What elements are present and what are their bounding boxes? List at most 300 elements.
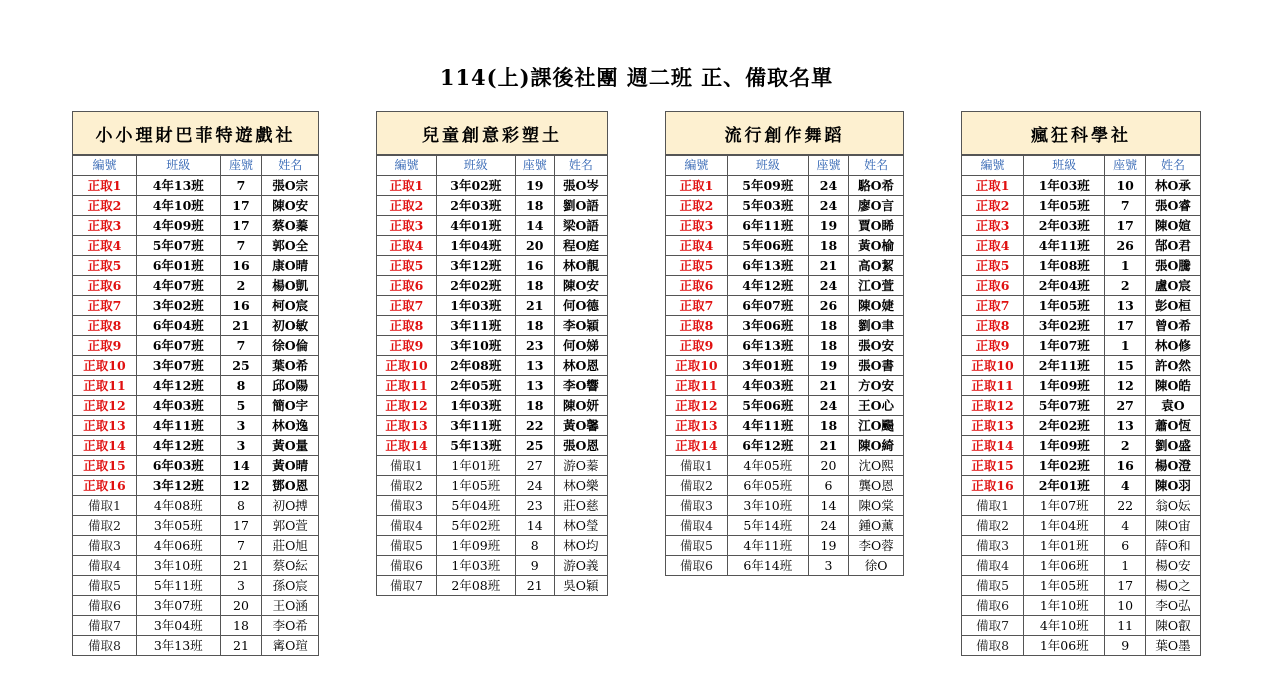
- student-class: 5年09班: [727, 176, 808, 196]
- student-code: 備取3: [666, 496, 728, 516]
- table-row: [962, 556, 1201, 576]
- student-seat: 16: [220, 296, 262, 316]
- student-seat: 12: [1105, 376, 1146, 396]
- student-name: 柯O宸: [262, 296, 319, 316]
- table-row: [377, 576, 608, 596]
- student-name: 王O涵: [262, 596, 319, 616]
- table-row: [962, 456, 1201, 476]
- student-name: 初O搏: [262, 496, 319, 516]
- student-class: 1年10班: [1024, 596, 1105, 616]
- student-seat: 17: [1105, 216, 1146, 236]
- student-seat: 24: [515, 476, 554, 496]
- student-code: 正取12: [377, 396, 437, 416]
- table-row: [666, 316, 904, 336]
- student-class: 2年08班: [437, 576, 516, 596]
- student-code: 備取6: [962, 596, 1024, 616]
- student-class: 3年02班: [136, 296, 220, 316]
- student-name: 劉O盛: [1146, 436, 1201, 456]
- table-row: [962, 376, 1201, 396]
- student-class: 5年04班: [437, 496, 516, 516]
- student-class: 4年11班: [727, 536, 808, 556]
- student-class: 6年13班: [727, 336, 808, 356]
- student-code: 正取13: [962, 416, 1024, 436]
- student-name: 簡O宇: [262, 396, 319, 416]
- student-name: 賈O睎: [849, 216, 904, 236]
- student-code: 備取1: [962, 496, 1024, 516]
- student-name: 駱O希: [849, 176, 904, 196]
- student-code: 正取2: [73, 196, 137, 216]
- student-code: 備取7: [73, 616, 137, 636]
- student-seat: 23: [515, 336, 554, 356]
- student-name: 鄧O恩: [262, 476, 319, 496]
- student-seat: 26: [808, 296, 848, 316]
- student-class: 3年07班: [136, 356, 220, 376]
- student-class: 4年10班: [1024, 616, 1105, 636]
- student-name: 康O晴: [262, 256, 319, 276]
- student-name: 陳O棠: [849, 496, 904, 516]
- student-class: 3年01班: [727, 356, 808, 376]
- student-class: 4年08班: [136, 496, 220, 516]
- header-seat: 座號: [220, 156, 262, 176]
- student-name: 曾O希: [1146, 316, 1201, 336]
- student-name: 陳O叡: [1146, 616, 1201, 636]
- student-seat: 14: [808, 496, 848, 516]
- table-row: [666, 296, 904, 316]
- table-row: [666, 196, 904, 216]
- table-row: [962, 516, 1201, 536]
- student-name: 郜O君: [1146, 236, 1201, 256]
- student-code: 正取12: [962, 396, 1024, 416]
- student-class: 6年04班: [136, 316, 220, 336]
- student-seat: 10: [1105, 596, 1146, 616]
- student-name: 張O岑: [554, 176, 607, 196]
- student-class: 1年05班: [1024, 196, 1105, 216]
- student-class: 3年04班: [136, 616, 220, 636]
- roster-table: [376, 155, 608, 596]
- table-row: [666, 236, 904, 256]
- student-name: 陳O媗: [1146, 216, 1201, 236]
- student-code: 正取4: [666, 236, 728, 256]
- student-class: 2年02班: [1024, 416, 1105, 436]
- student-class: 3年10班: [437, 336, 516, 356]
- table-row: [377, 336, 608, 356]
- student-code: 正取10: [377, 356, 437, 376]
- table-row: [666, 256, 904, 276]
- club-table-science: [961, 111, 1201, 656]
- student-seat: 3: [808, 556, 848, 576]
- student-seat: 14: [220, 456, 262, 476]
- student-class: 4年03班: [136, 396, 220, 416]
- student-class: 1年09班: [1024, 436, 1105, 456]
- student-seat: 8: [515, 536, 554, 556]
- student-seat: 13: [515, 356, 554, 376]
- student-seat: 13: [1105, 296, 1146, 316]
- student-seat: 26: [1105, 236, 1146, 256]
- header-row: [666, 156, 904, 176]
- student-name: 葉O墨: [1146, 636, 1201, 656]
- student-name: 張O安: [849, 336, 904, 356]
- student-seat: 21: [808, 436, 848, 456]
- student-name: 江O颺: [849, 416, 904, 436]
- header-id: 編號: [962, 156, 1024, 176]
- student-seat: 21: [220, 636, 262, 656]
- student-code: 正取11: [666, 376, 728, 396]
- student-code: 備取3: [73, 536, 137, 556]
- student-name: 蔡O紜: [262, 556, 319, 576]
- table-row: [73, 236, 319, 256]
- student-name: 林O承: [1146, 176, 1201, 196]
- student-name: 黃O榆: [849, 236, 904, 256]
- student-name: 許O然: [1146, 356, 1201, 376]
- student-seat: 25: [515, 436, 554, 456]
- table-row: [962, 596, 1201, 616]
- student-seat: 18: [220, 616, 262, 636]
- student-code: 正取15: [962, 456, 1024, 476]
- student-code: 正取13: [73, 416, 137, 436]
- student-seat: 17: [220, 196, 262, 216]
- student-seat: 19: [808, 536, 848, 556]
- student-name: 林O靚: [554, 256, 607, 276]
- student-class: 2年01班: [1024, 476, 1105, 496]
- student-name: 李O蓉: [849, 536, 904, 556]
- student-code: 正取9: [666, 336, 728, 356]
- student-seat: 24: [808, 396, 848, 416]
- student-class: 1年06班: [1024, 556, 1105, 576]
- table-row: [962, 296, 1201, 316]
- club-table-dance: [665, 111, 904, 576]
- table-row: [962, 476, 1201, 496]
- header-seat: 座號: [1105, 156, 1146, 176]
- header-seat: 座號: [515, 156, 554, 176]
- student-class: 1年07班: [1024, 496, 1105, 516]
- student-class: 3年12班: [136, 476, 220, 496]
- table-row: [962, 616, 1201, 636]
- student-name: 黃O量: [262, 436, 319, 456]
- student-seat: 7: [1105, 196, 1146, 216]
- student-class: 4年11班: [1024, 236, 1105, 256]
- student-code: 正取15: [73, 456, 137, 476]
- student-name: 林O逸: [262, 416, 319, 436]
- student-code: 備取1: [666, 456, 728, 476]
- student-class: 3年12班: [437, 256, 516, 276]
- student-class: 6年01班: [136, 256, 220, 276]
- table-row: [962, 176, 1201, 196]
- student-name: 莊O慈: [554, 496, 607, 516]
- student-class: 6年05班: [727, 476, 808, 496]
- student-code: 正取6: [962, 276, 1024, 296]
- student-seat: 18: [515, 276, 554, 296]
- student-name: 林O恩: [554, 356, 607, 376]
- student-code: 正取14: [962, 436, 1024, 456]
- student-code: 正取8: [962, 316, 1024, 336]
- student-class: 6年07班: [136, 336, 220, 356]
- student-code: 正取2: [962, 196, 1024, 216]
- table-row: [666, 456, 904, 476]
- student-seat: 9: [515, 556, 554, 576]
- header-id: 編號: [73, 156, 137, 176]
- table-row: [73, 316, 319, 336]
- student-seat: 14: [515, 516, 554, 536]
- student-class: 5年13班: [437, 436, 516, 456]
- student-seat: 16: [515, 256, 554, 276]
- student-code: 正取16: [962, 476, 1024, 496]
- student-seat: 17: [1105, 576, 1146, 596]
- student-code: 正取1: [377, 176, 437, 196]
- student-name: 梁O語: [554, 216, 607, 236]
- table-row: [666, 276, 904, 296]
- table-row: [666, 376, 904, 396]
- student-name: 徐O倫: [262, 336, 319, 356]
- student-seat: 24: [808, 516, 848, 536]
- student-code: 正取3: [962, 216, 1024, 236]
- student-seat: 25: [220, 356, 262, 376]
- student-name: 鍾O薰: [849, 516, 904, 536]
- student-class: 5年06班: [727, 396, 808, 416]
- student-name: 李O弘: [1146, 596, 1201, 616]
- header-row: [962, 156, 1201, 176]
- table-row: [962, 236, 1201, 256]
- student-seat: 21: [515, 576, 554, 596]
- student-class: 2年03班: [437, 196, 516, 216]
- header-class: 班級: [136, 156, 220, 176]
- student-seat: 5: [220, 396, 262, 416]
- table-row: [73, 456, 319, 476]
- table-row: [73, 616, 319, 636]
- student-name: 劉O聿: [849, 316, 904, 336]
- student-code: 備取1: [73, 496, 137, 516]
- table-row: [73, 256, 319, 276]
- student-name: 陳O羽: [1146, 476, 1201, 496]
- student-seat: 21: [220, 556, 262, 576]
- table-row: [73, 396, 319, 416]
- header-class: 班級: [1024, 156, 1105, 176]
- table-row: [377, 176, 608, 196]
- table-row: [962, 636, 1201, 656]
- student-name: 林O修: [1146, 336, 1201, 356]
- student-class: 4年12班: [727, 276, 808, 296]
- student-seat: 7: [220, 336, 262, 356]
- student-name: 高O絜: [849, 256, 904, 276]
- student-seat: 17: [220, 216, 262, 236]
- table-row: [962, 356, 1201, 376]
- student-name: 彭O桓: [1146, 296, 1201, 316]
- page-title: 114(上)課後社團 週二班 正、備取名單: [439, 65, 834, 90]
- table-row: [73, 416, 319, 436]
- student-code: 正取4: [377, 236, 437, 256]
- student-name: 林O瑩: [554, 516, 607, 536]
- student-class: 4年01班: [437, 216, 516, 236]
- student-seat: 2: [220, 276, 262, 296]
- student-code: 正取8: [666, 316, 728, 336]
- student-class: 1年05班: [1024, 576, 1105, 596]
- student-code: 正取10: [666, 356, 728, 376]
- student-code: 備取4: [73, 556, 137, 576]
- student-name: 林O樂: [554, 476, 607, 496]
- student-name: 吳O穎: [554, 576, 607, 596]
- student-code: 正取14: [73, 436, 137, 456]
- table-row: [73, 556, 319, 576]
- table-row: [666, 556, 904, 576]
- student-code: 正取10: [73, 356, 137, 376]
- student-seat: 14: [515, 216, 554, 236]
- student-code: 備取6: [73, 596, 137, 616]
- table-row: [377, 256, 608, 276]
- table-row: [377, 396, 608, 416]
- student-class: 1年03班: [437, 396, 516, 416]
- table-row: [73, 476, 319, 496]
- student-seat: 18: [515, 396, 554, 416]
- table-row: [962, 256, 1201, 276]
- student-name: 李O希: [262, 616, 319, 636]
- student-name: 楊O澄: [1146, 456, 1201, 476]
- table-row: [666, 496, 904, 516]
- student-seat: 18: [808, 416, 848, 436]
- table-row: [666, 416, 904, 436]
- student-seat: 3: [220, 576, 262, 596]
- student-code: 正取1: [962, 176, 1024, 196]
- student-class: 4年12班: [136, 376, 220, 396]
- student-code: 正取7: [962, 296, 1024, 316]
- table-row: [962, 276, 1201, 296]
- student-class: 3年10班: [136, 556, 220, 576]
- table-row: [377, 516, 608, 536]
- club-name: 小小理財巴菲特遊戲社: [72, 111, 319, 155]
- student-name: 李O穎: [554, 316, 607, 336]
- table-row: [377, 496, 608, 516]
- student-seat: 19: [808, 216, 848, 236]
- roster-table: [72, 155, 319, 656]
- student-name: 方O安: [849, 376, 904, 396]
- student-name: 劉O語: [554, 196, 607, 216]
- student-class: 4年10班: [136, 196, 220, 216]
- student-class: 4年09班: [136, 216, 220, 236]
- table-row: [962, 576, 1201, 596]
- table-row: [962, 536, 1201, 556]
- student-code: 正取14: [377, 436, 437, 456]
- student-name: 張O宗: [262, 176, 319, 196]
- header-id: 編號: [377, 156, 437, 176]
- student-class: 4年07班: [136, 276, 220, 296]
- table-row: [962, 196, 1201, 216]
- student-class: 1年09班: [1024, 376, 1105, 396]
- student-class: 6年13班: [727, 256, 808, 276]
- student-code: 備取5: [666, 536, 728, 556]
- student-code: 正取8: [377, 316, 437, 336]
- student-code: 正取1: [73, 176, 137, 196]
- student-name: 龔O恩: [849, 476, 904, 496]
- student-seat: 18: [808, 236, 848, 256]
- table-row: [377, 356, 608, 376]
- student-seat: 27: [515, 456, 554, 476]
- student-class: 4年11班: [136, 416, 220, 436]
- student-name: 江O萱: [849, 276, 904, 296]
- student-class: 1年02班: [1024, 456, 1105, 476]
- club-table-financial-game: [72, 111, 319, 656]
- table-row: [73, 196, 319, 216]
- student-class: 5年02班: [437, 516, 516, 536]
- student-name: 蔡O蓁: [262, 216, 319, 236]
- student-class: 4年11班: [727, 416, 808, 436]
- student-code: 正取12: [73, 396, 137, 416]
- student-name: 徐O: [849, 556, 904, 576]
- student-class: 2年03班: [1024, 216, 1105, 236]
- student-code: 備取6: [377, 556, 437, 576]
- student-name: 楊O安: [1146, 556, 1201, 576]
- student-name: 陳O安: [554, 276, 607, 296]
- table-row: [962, 496, 1201, 516]
- student-code: 備取4: [666, 516, 728, 536]
- table-row: [962, 216, 1201, 236]
- header-class: 班級: [437, 156, 516, 176]
- student-name: 林O均: [554, 536, 607, 556]
- student-class: 3年02班: [437, 176, 516, 196]
- student-seat: 2: [1105, 276, 1146, 296]
- student-seat: 13: [1105, 416, 1146, 436]
- student-seat: 21: [220, 316, 262, 336]
- student-code: 正取6: [666, 276, 728, 296]
- student-seat: 19: [515, 176, 554, 196]
- student-code: 正取9: [377, 336, 437, 356]
- table-row: [377, 416, 608, 436]
- student-seat: 7: [220, 536, 262, 556]
- table-row: [666, 176, 904, 196]
- table-row: [666, 356, 904, 376]
- student-name: 游O義: [554, 556, 607, 576]
- student-code: 正取7: [666, 296, 728, 316]
- table-row: [962, 396, 1201, 416]
- student-name: 張O騰: [1146, 256, 1201, 276]
- student-class: 6年07班: [727, 296, 808, 316]
- student-class: 3年13班: [136, 636, 220, 656]
- student-code: 正取3: [73, 216, 137, 236]
- student-code: 正取9: [73, 336, 137, 356]
- student-code: 正取12: [666, 396, 728, 416]
- student-seat: 10: [1105, 176, 1146, 196]
- table-row: [377, 296, 608, 316]
- student-code: 正取13: [666, 416, 728, 436]
- student-class: 5年06班: [727, 236, 808, 256]
- student-seat: 22: [1105, 496, 1146, 516]
- student-class: 4年13班: [136, 176, 220, 196]
- table-row: [962, 416, 1201, 436]
- student-class: 5年07班: [136, 236, 220, 256]
- student-code: 正取5: [73, 256, 137, 276]
- student-name: 邱O陽: [262, 376, 319, 396]
- student-class: 1年03班: [437, 556, 516, 576]
- student-name: 初O敏: [262, 316, 319, 336]
- student-code: 正取13: [377, 416, 437, 436]
- table-row: [377, 436, 608, 456]
- student-seat: 11: [1105, 616, 1146, 636]
- student-name: 陳O安: [262, 196, 319, 216]
- student-class: 3年10班: [727, 496, 808, 516]
- table-row: [377, 276, 608, 296]
- student-class: 1年04班: [437, 236, 516, 256]
- student-name: 陳O宙: [1146, 516, 1201, 536]
- student-seat: 17: [220, 516, 262, 536]
- student-class: 3年06班: [727, 316, 808, 336]
- student-seat: 24: [808, 276, 848, 296]
- student-class: 5年07班: [1024, 396, 1105, 416]
- student-name: 陳O綺: [849, 436, 904, 456]
- student-name: 莊O旭: [262, 536, 319, 556]
- student-code: 正取8: [73, 316, 137, 336]
- student-code: 備取7: [962, 616, 1024, 636]
- table-row: [377, 556, 608, 576]
- student-seat: 9: [1105, 636, 1146, 656]
- roster-table: [665, 155, 904, 576]
- student-class: 3年07班: [136, 596, 220, 616]
